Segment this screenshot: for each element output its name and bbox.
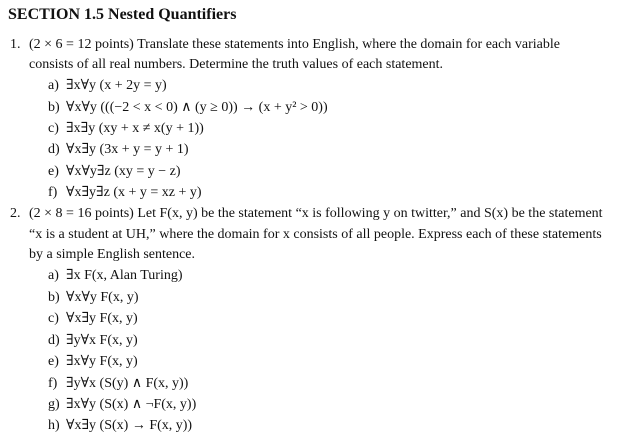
problem-1-item-b-formula: ∀x∀y (((−2 < x < 0) ∧ (y ≥ 0)) → (x + y² > 0)) — [66, 100, 328, 115]
problem-2-item-g-formula: ∃x∀y (S(x) ∧ ¬F(x, y)) — [66, 397, 197, 412]
problem-2-item-c-formula: ∀x∃y F(x, y) — [66, 311, 138, 326]
problem-2-item-d-formula: ∃y∀x F(x, y) — [66, 333, 138, 348]
problem-2-item-b-formula: ∀x∀y F(x, y) — [66, 290, 139, 305]
problem-2-item-c-label: c) — [48, 311, 59, 326]
problem-2-line-1: (2 × 8 = 16 points) Let F(x, y) be the statement “x is following y on twitter,” and S(x) be the statement — [29, 206, 603, 221]
problem-2-item-f-label: f) — [48, 376, 58, 391]
problem-2-line-3: by a simple English sentence. — [29, 247, 196, 262]
problem-2-item-b-label: b) — [48, 290, 60, 305]
problem-2-number: 2. — [10, 206, 21, 221]
problem-2-item-a-label: a) — [48, 268, 59, 283]
problem-2-item-e-formula: ∃x∀y F(x, y) — [66, 354, 138, 369]
problem-1-item-f-label: f) — [48, 185, 58, 200]
problem-2-item-d-label: d) — [48, 333, 60, 348]
problem-2-item-e-label: e) — [48, 354, 59, 369]
problem-1-item-d-formula: ∀x∃y (3x + y = y + 1) — [66, 142, 189, 157]
problem-2-line-2: “x is a student at UH,” where the domain for x consists of all people. Express each of these statements — [29, 227, 602, 242]
problem-2-item-g-label: g) — [48, 397, 60, 412]
problem-1-line-2: consists of all real numbers. Determine the truth values of each statement. — [29, 57, 444, 72]
problem-1-item-c-formula: ∃x∃y (xy + x ≠ x(y + 1)) — [66, 121, 204, 136]
problem-1-item-a-formula: ∃x∀y (x + 2y = y) — [66, 78, 167, 93]
problem-1-item-e-formula: ∀x∀y∃z (xy = y − z) — [66, 164, 181, 179]
problem-1-item-f-formula: ∀x∃y∃z (x + y = xz + y) — [66, 185, 202, 200]
problem-1-item-e-label: e) — [48, 164, 59, 179]
problem-1-item-d-label: d) — [48, 142, 60, 157]
problem-2-item-f-formula: ∃y∀x (S(y) ∧ F(x, y)) — [66, 376, 189, 391]
problem-2-item-h-formula: ∀x∃y (S(x) → F(x, y)) — [66, 418, 193, 433]
problem-2-item-h-label: h) — [48, 418, 60, 433]
problem-1-item-c-label: c) — [48, 121, 59, 136]
section-title: SECTION 1.5 Nested Quantifiers — [8, 6, 237, 23]
problem-1-item-b-label: b) — [48, 100, 60, 115]
problem-1-number: 1. — [10, 37, 21, 52]
problem-1-line-1: (2 × 6 = 12 points) Translate these statements into English, where the domain for each variable — [29, 37, 560, 52]
problem-2-item-a-formula: ∃x F(x, Alan Turing) — [66, 268, 183, 283]
problem-1-item-a-label: a) — [48, 78, 59, 93]
